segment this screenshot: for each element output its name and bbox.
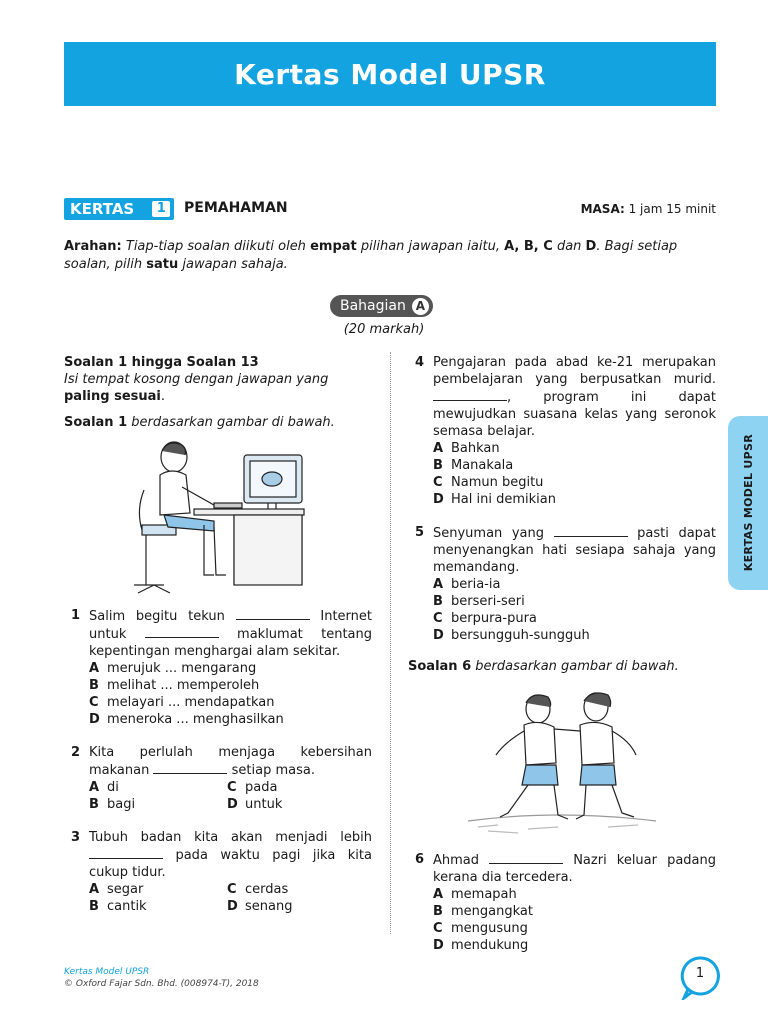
- option-a[interactable]: [89, 660, 372, 677]
- fill-bold: paling sesuai: [64, 389, 161, 404]
- option-key: C: [433, 611, 443, 626]
- option-key: A: [89, 882, 100, 897]
- range-title: [64, 354, 372, 371]
- option-a[interactable]: [89, 779, 227, 796]
- option-b[interactable]: [89, 677, 372, 694]
- q-part: Internet untuk: [89, 609, 372, 642]
- question-number: 6: [414, 852, 424, 867]
- q-part: Ahmad: [433, 853, 480, 868]
- option-key: C: [227, 882, 237, 897]
- question-number: 4: [414, 355, 424, 370]
- right-column: [408, 354, 716, 954]
- option-value: mengangkat: [451, 904, 533, 919]
- option-key: A: [433, 887, 444, 902]
- kertas-tag: [64, 198, 174, 220]
- s1-text: berdasarkan gambar di bawah.: [131, 415, 335, 430]
- option-value: berpura-pura: [451, 611, 537, 626]
- option-value: bersungguh-sungguh: [451, 628, 590, 643]
- option-key: A: [89, 661, 100, 676]
- option-d[interactable]: [433, 937, 716, 954]
- s6-bold: Soalan 6: [408, 659, 472, 674]
- question-5: [408, 524, 716, 644]
- option-value: untuk: [245, 797, 283, 812]
- question-number: 1: [70, 608, 80, 623]
- arahan-instructions: [64, 238, 716, 274]
- question-number: 2: [70, 745, 80, 760]
- option-b[interactable]: [433, 593, 716, 610]
- q-part: maklumat tentang kepentingan menghargai alam sekitar.: [89, 627, 372, 659]
- option-value: bagi: [107, 797, 136, 812]
- option-value: meneroka ... menghasilkan: [107, 712, 284, 727]
- option-key: A: [433, 441, 444, 456]
- option-value: memapah: [451, 887, 517, 902]
- option-key: B: [89, 678, 99, 693]
- option-b[interactable]: [89, 898, 227, 915]
- question-text: [89, 829, 372, 881]
- option-a[interactable]: [433, 576, 716, 593]
- option-c[interactable]: [433, 474, 716, 491]
- fill-text: Isi tempat kosong dengan jawapan yang: [64, 372, 329, 387]
- answer-blank[interactable]: [433, 388, 507, 401]
- option-value: Bahkan: [451, 441, 500, 456]
- option-d[interactable]: [433, 491, 716, 508]
- range-title-text: Soalan 1 hingga Soalan 13: [64, 355, 259, 370]
- option-value: Hal ini demikian: [451, 492, 556, 507]
- option-c[interactable]: [89, 694, 372, 711]
- q-part: Salim begitu tekun: [89, 609, 225, 624]
- side-tab: [728, 416, 768, 590]
- option-key: B: [433, 904, 443, 919]
- column-divider: [390, 352, 391, 934]
- bahagian-label: Bahagian: [340, 298, 406, 314]
- two-boys-illustration: [408, 681, 716, 841]
- left-column: [64, 354, 372, 915]
- fill-end: .: [160, 389, 165, 404]
- footer: [64, 966, 259, 990]
- option-key: C: [89, 695, 99, 710]
- kertas-header: [64, 198, 716, 220]
- option-b[interactable]: [433, 457, 716, 474]
- option-value: merujuk ... mengarang: [107, 661, 257, 676]
- side-tab-label: KERTAS MODEL UPSR: [741, 434, 755, 572]
- soalan-6-instruction: [408, 658, 716, 675]
- page-title: Kertas Model UPSR: [234, 57, 546, 91]
- option-key: B: [89, 797, 99, 812]
- arahan-text: Tiap-tiap soalan diikuti oleh: [125, 239, 306, 254]
- question-text: [433, 524, 716, 576]
- option-key: A: [433, 577, 444, 592]
- question-6: [408, 851, 716, 954]
- option-d[interactable]: [433, 627, 716, 644]
- option-value: Namun begitu: [451, 475, 544, 490]
- option-c[interactable]: [227, 881, 367, 898]
- question-text: [89, 744, 372, 779]
- option-c[interactable]: [227, 779, 367, 796]
- footer-copyright: © Oxford Fajar Sdn. Bhd. (008974-T), 2018: [64, 979, 259, 989]
- option-value: di: [107, 780, 119, 795]
- q-part: Pengajaran pada abad ke-21 merupakan pembelajaran yang berpusatkan murid.: [433, 355, 716, 387]
- soalan-1-instruction: [64, 414, 372, 431]
- boy-computer-illustration: [64, 435, 372, 595]
- question-4: [408, 354, 716, 508]
- question-text: [89, 607, 372, 660]
- option-key: D: [433, 938, 444, 953]
- option-c[interactable]: [433, 610, 716, 627]
- option-key: C: [227, 780, 237, 795]
- option-key: D: [227, 899, 238, 914]
- option-a[interactable]: [89, 881, 227, 898]
- option-a[interactable]: [433, 886, 716, 903]
- option-key: B: [433, 594, 443, 609]
- kertas-number: 1: [152, 201, 170, 217]
- arahan-text: jawapan sahaja.: [182, 257, 288, 272]
- options-grid: [89, 881, 372, 915]
- q-part: setiap masa.: [231, 763, 315, 778]
- q-part: Nazri keluar padang kerana dia tercedera.: [433, 853, 716, 885]
- q-part: pada waktu pagi jika kita cukup tidur.: [89, 848, 372, 880]
- option-value: senang: [245, 899, 293, 914]
- q-part: , program ini dapat mewujudkan suasana kelas yang seronok semasa belajar.: [433, 390, 716, 439]
- kertas-label: KERTAS: [70, 200, 135, 218]
- q-part: Kita perlulah menjaga kebersihan makanan: [89, 745, 372, 778]
- question-text: [433, 354, 716, 440]
- s1-bold: Soalan 1: [64, 415, 128, 430]
- page-number-badge: [680, 956, 720, 1000]
- bahagian-badge: [330, 295, 433, 317]
- section-name: PEMAHAMAN: [184, 200, 288, 216]
- answer-blank[interactable]: [145, 625, 219, 638]
- question-1: [64, 607, 372, 728]
- question-number: 5: [414, 525, 424, 540]
- q-part: Senyuman yang: [433, 526, 545, 541]
- q-part: Tubuh badan kita akan menjadi lebih: [89, 830, 372, 845]
- answer-blank[interactable]: [153, 761, 227, 774]
- option-d[interactable]: [227, 898, 367, 915]
- option-value: melihat ... memperoleh: [107, 678, 260, 693]
- question-number: 3: [70, 830, 80, 845]
- s6-text: berdasarkan gambar di bawah.: [475, 659, 679, 674]
- option-value: cantik: [107, 899, 147, 914]
- option-key: D: [433, 628, 444, 643]
- arahan-label: Arahan:: [64, 239, 122, 254]
- fill-instruction: [64, 371, 372, 405]
- option-a[interactable]: [433, 440, 716, 457]
- option-d[interactable]: [89, 711, 372, 728]
- option-value: mengusung: [451, 921, 528, 936]
- arahan-text: dan: [556, 239, 582, 254]
- option-value: beria-ia: [451, 577, 501, 592]
- masa-value: 1 jam 15 minit: [628, 202, 716, 216]
- option-key: B: [89, 899, 99, 914]
- option-key: C: [433, 475, 443, 490]
- option-value: segar: [107, 882, 144, 897]
- option-key: D: [227, 797, 238, 812]
- arahan-bold: A, B, C: [504, 239, 553, 254]
- arahan-bold: empat: [310, 239, 357, 254]
- arahan-text: . Bagi setiap soalan, pilih: [64, 239, 678, 272]
- option-value: Manakala: [451, 458, 514, 473]
- option-key: D: [433, 492, 444, 507]
- question-2: [64, 744, 372, 813]
- answer-blank[interactable]: [89, 846, 163, 859]
- answer-blank[interactable]: [489, 851, 563, 864]
- option-b[interactable]: [89, 796, 227, 813]
- option-value: melayari ... mendapatkan: [107, 695, 275, 710]
- option-key: B: [433, 458, 443, 473]
- footer-title: Kertas Model UPSR: [64, 967, 150, 977]
- title-banner: [64, 42, 716, 106]
- option-value: berseri-seri: [451, 594, 525, 609]
- question-text: [433, 851, 716, 886]
- option-key: A: [89, 780, 100, 795]
- option-b[interactable]: [433, 903, 716, 920]
- options-grid: [89, 779, 372, 813]
- option-value: pada: [245, 780, 278, 795]
- masa-label: MASA:: [580, 202, 625, 216]
- arahan-text: pilihan jawapan iaitu,: [360, 239, 500, 254]
- markah: (20 markah): [343, 322, 425, 337]
- q-part: pasti dapat menyenangkan hati sesiapa sahaja yang memandang.: [433, 526, 716, 575]
- masa-info: [581, 202, 716, 216]
- option-value: cerdas: [245, 882, 289, 897]
- answer-blank[interactable]: [236, 607, 310, 620]
- bahagian-letter: A: [412, 298, 429, 315]
- page-number: 1: [695, 966, 705, 981]
- arahan-bold: D: [585, 239, 597, 254]
- question-3: [64, 829, 372, 915]
- arahan-bold: satu: [146, 257, 179, 272]
- option-c[interactable]: [433, 920, 716, 937]
- option-key: D: [89, 712, 100, 727]
- option-d[interactable]: [227, 796, 367, 813]
- answer-blank[interactable]: [554, 524, 628, 537]
- option-value: mendukung: [451, 938, 529, 953]
- option-key: C: [433, 921, 443, 936]
